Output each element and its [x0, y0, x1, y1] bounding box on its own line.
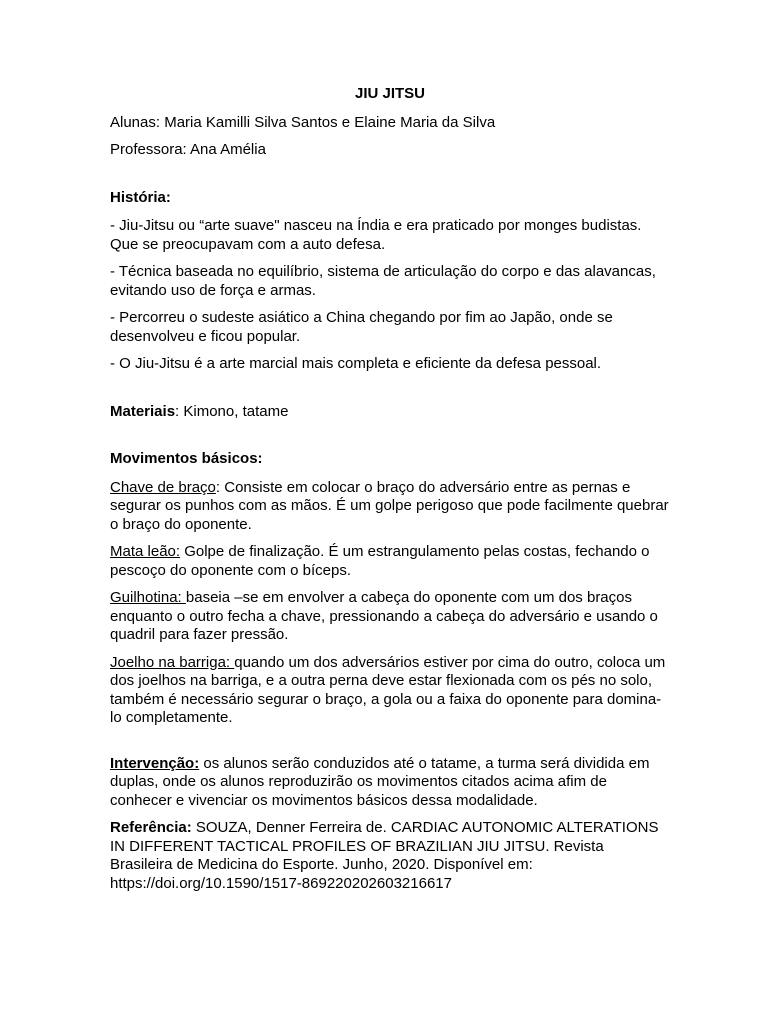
reference-label: Referência: — [110, 819, 192, 836]
history-paragraph: - Técnica baseada no equilíbrio, sistema de articulação do corpo e das alavancas, evitando uso de força e armas. — [110, 263, 656, 299]
students-line: Alunas: Maria Kamilli Silva Santos e Elaine Maria da Silva — [110, 113, 496, 131]
materials-label: Materiais — [110, 402, 176, 420]
document-title: JIU JITSU — [354, 85, 426, 102]
history-paragraph: - Percorreu o sudeste asiático a China chegando por fim ao Japão, onde se desenvolveu e ficou popular. — [110, 309, 613, 345]
teacher-line: Professora: Ana Amélia — [110, 141, 266, 158]
move-item — [110, 654, 670, 728]
intervention-paragraph — [110, 755, 670, 811]
move-name: Guilhotina: — [110, 589, 186, 606]
reference-text: SOUZA, Denner Ferreira de. CARDIAC AUTONOMIC ALTERATIONS IN DIFFERENT TACTICAL PROFILES OF BRAZILIAN JIU JITSU. Revista Brasileira de Medicina do Esporte. Junho, 2020. Disponível em: https://doi.org/10.1590/1517-869220202603216617 — [110, 819, 659, 892]
move-item — [110, 479, 670, 535]
move-text: : Consiste em colocar o braço do adversário entre as pernas e segurar os punhos com as mãos. É um golpe perigoso que pode facilmente quebrar o braço do oponente. — [110, 478, 669, 533]
history-paragraph: - O Jiu-Jitsu é a arte marcial mais completa e eficiente da defesa pessoal. — [110, 355, 602, 372]
materials-text: : Kimono, tatame — [175, 402, 289, 420]
moves-heading: Movimentos básicos: — [110, 450, 263, 467]
move-text: baseia –se em envolver a cabeça do oponente com um dos braços enquanto o outro fecha a chave, pressionando a cabeça do adversário e usando o quadril para fazer pressão. — [110, 589, 658, 643]
document-page — [110, 85, 670, 902]
intervention-text: os alunos serão conduzidos até o tatame, a turma será dividida em duplas, onde os alunos reproduzirão os movimentos citados acima afim de conhecer e vivenciar os movimentos básicos dessa modalidade. — [110, 754, 650, 809]
history-paragraph: - Jiu-Jitsu ou “arte suave" nasceu na Índia e era praticado por monges budistas. Que se preocupavam com a auto defesa. — [110, 217, 642, 253]
move-item — [110, 543, 670, 580]
move-text: quando um dos adversários estiver por cima do outro, coloca um dos joelhos na barriga, e a outra perna deve estar flexionada com os pés no solo, também é necessário segurar o braço, a gola ou a faixa do oponente para domina-lo completamente. — [110, 653, 666, 726]
move-name: Joelho na barriga: — [110, 653, 235, 671]
intervention-label: Intervenção: — [110, 754, 200, 772]
reference-paragraph — [110, 819, 670, 893]
materials-line — [110, 403, 670, 422]
move-item — [110, 589, 670, 645]
move-text: Golpe de finalização. É um estrangulamento pelas costas, fechando o pescoço do oponente com o bíceps. — [110, 543, 650, 579]
history-heading: História: — [110, 188, 171, 206]
move-name: Mata leão: — [110, 543, 181, 560]
move-name: Chave de braço — [110, 478, 216, 496]
